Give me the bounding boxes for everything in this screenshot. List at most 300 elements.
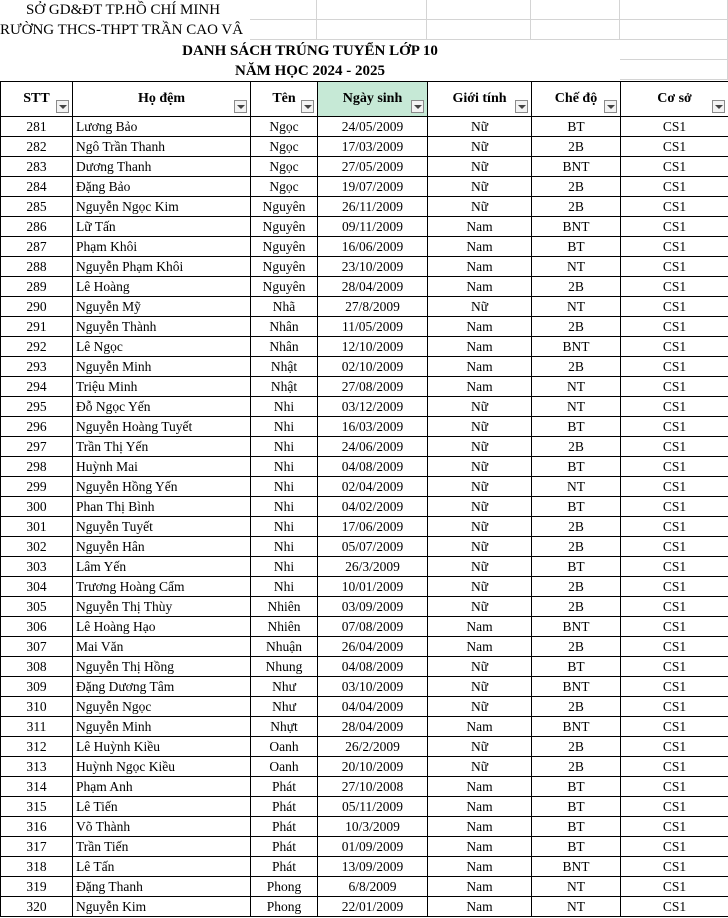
ho-dem-cell[interactable]: Đỗ Ngọc Yến <box>73 397 251 417</box>
ten-cell[interactable]: Ngọc <box>251 177 318 197</box>
ngay-sinh-cell[interactable]: 07/08/2009 <box>318 617 428 637</box>
stt-cell[interactable]: 314 <box>1 777 73 797</box>
ho-dem-cell[interactable]: Trương Hoàng Cẩm <box>73 577 251 597</box>
stt-cell[interactable]: 285 <box>1 197 73 217</box>
co-so-cell[interactable]: CS1 <box>621 437 728 457</box>
che-do-cell[interactable]: 2B <box>532 317 621 337</box>
stt-cell[interactable]: 281 <box>1 117 73 137</box>
stt-cell[interactable]: 290 <box>1 297 73 317</box>
stt-cell[interactable]: 297 <box>1 437 73 457</box>
gioi-tinh-cell[interactable]: Nam <box>428 357 532 377</box>
stt-cell[interactable]: 312 <box>1 737 73 757</box>
ngay-sinh-cell[interactable]: 27/8/2009 <box>318 297 428 317</box>
ten-cell[interactable]: Nhi <box>251 477 318 497</box>
ho-dem-cell[interactable]: Đặng Thanh <box>73 877 251 897</box>
gioi-tinh-cell[interactable]: Nữ <box>428 697 532 717</box>
che-do-cell[interactable]: 2B <box>532 737 621 757</box>
co-so-cell[interactable]: CS1 <box>621 837 728 857</box>
che-do-cell[interactable]: BNT <box>532 157 621 177</box>
che-do-cell[interactable]: 2B <box>532 357 621 377</box>
ten-cell[interactable]: Nhật <box>251 357 318 377</box>
che-do-cell[interactable]: NT <box>532 377 621 397</box>
co-so-cell[interactable]: CS1 <box>621 537 728 557</box>
che-do-cell[interactable]: NT <box>532 257 621 277</box>
ngay-sinh-cell[interactable]: 27/05/2009 <box>318 157 428 177</box>
gioi-tinh-cell[interactable]: Nữ <box>428 177 532 197</box>
gioi-tinh-cell[interactable]: Nam <box>428 237 532 257</box>
che-do-cell[interactable]: 2B <box>532 537 621 557</box>
gioi-tinh-cell[interactable]: Nữ <box>428 297 532 317</box>
stt-cell[interactable]: 315 <box>1 797 73 817</box>
ten-cell[interactable]: Nhi <box>251 577 318 597</box>
stt-cell[interactable]: 300 <box>1 497 73 517</box>
ho-dem-cell[interactable]: Đặng Bảo <box>73 177 251 197</box>
grid-cell[interactable] <box>531 0 620 20</box>
co-so-cell[interactable]: CS1 <box>621 337 728 357</box>
gioi-tinh-cell[interactable]: Nam <box>428 257 532 277</box>
ten-cell[interactable]: Nhiên <box>251 597 318 617</box>
gioi-tinh-cell[interactable]: Nữ <box>428 557 532 577</box>
che-do-cell[interactable]: BT <box>532 817 621 837</box>
gioi-tinh-cell[interactable]: Nữ <box>428 197 532 217</box>
filter-dropdown-icon[interactable] <box>301 100 314 113</box>
che-do-cell[interactable]: BT <box>532 417 621 437</box>
stt-cell[interactable]: 305 <box>1 597 73 617</box>
ho-dem-cell[interactable]: Lê Hoàng Hạo <box>73 617 251 637</box>
che-do-cell[interactable]: BNT <box>532 677 621 697</box>
stt-cell[interactable]: 283 <box>1 157 73 177</box>
che-do-cell[interactable]: 2B <box>532 437 621 457</box>
ten-cell[interactable]: Nguyên <box>251 257 318 277</box>
ten-cell[interactable]: Nhã <box>251 297 318 317</box>
co-so-cell[interactable]: CS1 <box>621 237 728 257</box>
ten-cell[interactable]: Nhi <box>251 557 318 577</box>
stt-cell[interactable]: 310 <box>1 697 73 717</box>
ho-dem-cell[interactable]: Nguyễn Thành <box>73 317 251 337</box>
filter-dropdown-icon[interactable] <box>411 100 424 113</box>
ho-dem-cell[interactable]: Huỳnh Mai <box>73 457 251 477</box>
stt-cell[interactable]: 320 <box>1 897 73 917</box>
ho-dem-cell[interactable]: Võ Thành <box>73 817 251 837</box>
gioi-tinh-cell[interactable]: Nữ <box>428 757 532 777</box>
co-so-cell[interactable]: CS1 <box>621 317 728 337</box>
ten-cell[interactable]: Nguyên <box>251 197 318 217</box>
che-do-cell[interactable]: NT <box>532 897 621 917</box>
gioi-tinh-cell[interactable]: Nam <box>428 377 532 397</box>
ngay-sinh-cell[interactable]: 05/11/2009 <box>318 797 428 817</box>
co-so-cell[interactable]: CS1 <box>621 417 728 437</box>
ho-dem-cell[interactable]: Trần Thị Yến <box>73 437 251 457</box>
ngay-sinh-cell[interactable]: 6/8/2009 <box>318 877 428 897</box>
stt-cell[interactable]: 299 <box>1 477 73 497</box>
co-so-cell[interactable]: CS1 <box>621 177 728 197</box>
che-do-cell[interactable]: NT <box>532 297 621 317</box>
ho-dem-cell[interactable]: Lâm Yến <box>73 557 251 577</box>
co-so-cell[interactable]: CS1 <box>621 357 728 377</box>
ten-cell[interactable]: Như <box>251 697 318 717</box>
ten-cell[interactable]: Ngọc <box>251 157 318 177</box>
ho-dem-cell[interactable]: Mai Văn <box>73 637 251 657</box>
ten-cell[interactable]: Nhi <box>251 497 318 517</box>
ngay-sinh-cell[interactable]: 12/10/2009 <box>318 337 428 357</box>
ngay-sinh-cell[interactable]: 10/3/2009 <box>318 817 428 837</box>
ngay-sinh-cell[interactable]: 05/07/2009 <box>318 537 428 557</box>
co-so-cell[interactable]: CS1 <box>621 117 728 137</box>
gioi-tinh-cell[interactable]: Nữ <box>428 397 532 417</box>
co-so-cell[interactable]: CS1 <box>621 497 728 517</box>
ten-cell[interactable]: Ngọc <box>251 137 318 157</box>
ngay-sinh-cell[interactable]: 26/2/2009 <box>318 737 428 757</box>
gioi-tinh-cell[interactable]: Nữ <box>428 437 532 457</box>
ngay-sinh-cell[interactable]: 09/11/2009 <box>318 217 428 237</box>
co-so-cell[interactable]: CS1 <box>621 217 728 237</box>
ho-dem-cell[interactable]: Lê Hoàng <box>73 277 251 297</box>
che-do-cell[interactable]: 2B <box>532 757 621 777</box>
gioi-tinh-cell[interactable]: Nữ <box>428 117 532 137</box>
stt-cell[interactable]: 313 <box>1 757 73 777</box>
filter-dropdown-icon[interactable] <box>56 100 69 113</box>
che-do-cell[interactable]: 2B <box>532 697 621 717</box>
co-so-cell[interactable]: CS1 <box>621 397 728 417</box>
co-so-cell[interactable]: CS1 <box>621 877 728 897</box>
ten-cell[interactable]: Nhi <box>251 537 318 557</box>
ngay-sinh-cell[interactable]: 04/08/2009 <box>318 457 428 477</box>
stt-cell[interactable]: 296 <box>1 417 73 437</box>
ten-cell[interactable]: Oanh <box>251 757 318 777</box>
co-so-cell[interactable]: CS1 <box>621 577 728 597</box>
ho-dem-cell[interactable]: Ngô Trần Thanh <box>73 137 251 157</box>
ten-cell[interactable]: Nhi <box>251 397 318 417</box>
co-so-cell[interactable]: CS1 <box>621 777 728 797</box>
stt-cell[interactable]: 301 <box>1 517 73 537</box>
ten-cell[interactable]: Phát <box>251 857 318 877</box>
ho-dem-cell[interactable]: Nguyễn Kim <box>73 897 251 917</box>
stt-cell[interactable]: 288 <box>1 257 73 277</box>
ho-dem-cell[interactable]: Nguyễn Hân <box>73 537 251 557</box>
ngay-sinh-cell[interactable]: 03/10/2009 <box>318 677 428 697</box>
ngay-sinh-cell[interactable]: 26/11/2009 <box>318 197 428 217</box>
che-do-cell[interactable]: 2B <box>532 277 621 297</box>
grid-cell[interactable] <box>620 40 728 60</box>
co-so-cell[interactable]: CS1 <box>621 817 728 837</box>
stt-cell[interactable]: 302 <box>1 537 73 557</box>
che-do-cell[interactable]: BT <box>532 657 621 677</box>
ho-dem-cell[interactable]: Lê Huỳnh Kiều <box>73 737 251 757</box>
ten-cell[interactable]: Nguyên <box>251 237 318 257</box>
ho-dem-cell[interactable]: Đặng Dương Tâm <box>73 677 251 697</box>
ten-cell[interactable]: Oanh <box>251 737 318 757</box>
ngay-sinh-cell[interactable]: 26/04/2009 <box>318 637 428 657</box>
grid-cell[interactable] <box>620 60 728 80</box>
ho-dem-cell[interactable]: Lê Tấn <box>73 857 251 877</box>
ngay-sinh-cell[interactable]: 03/09/2009 <box>318 597 428 617</box>
gioi-tinh-cell[interactable]: Nữ <box>428 477 532 497</box>
gioi-tinh-cell[interactable]: Nam <box>428 817 532 837</box>
gioi-tinh-cell[interactable]: Nữ <box>428 597 532 617</box>
gioi-tinh-cell[interactable]: Nam <box>428 777 532 797</box>
co-so-cell[interactable]: CS1 <box>621 857 728 877</box>
grid-cell[interactable] <box>620 0 728 20</box>
ho-dem-cell[interactable]: Phạm Khôi <box>73 237 251 257</box>
co-so-cell[interactable]: CS1 <box>621 657 728 677</box>
ten-cell[interactable]: Nhi <box>251 517 318 537</box>
ho-dem-cell[interactable]: Nguyễn Hồng Yến <box>73 477 251 497</box>
ten-cell[interactable]: Nhân <box>251 337 318 357</box>
ho-dem-cell[interactable]: Lương Bảo <box>73 117 251 137</box>
stt-cell[interactable]: 286 <box>1 217 73 237</box>
grid-cell[interactable] <box>427 0 531 20</box>
ho-dem-cell[interactable]: Nguyễn Thị Thùy <box>73 597 251 617</box>
che-do-cell[interactable]: BT <box>532 777 621 797</box>
che-do-cell[interactable]: 2B <box>532 517 621 537</box>
ho-dem-cell[interactable]: Triệu Minh <box>73 377 251 397</box>
co-so-cell[interactable]: CS1 <box>621 757 728 777</box>
ho-dem-cell[interactable]: Huỳnh Ngọc Kiều <box>73 757 251 777</box>
co-so-cell[interactable]: CS1 <box>621 797 728 817</box>
ngay-sinh-cell[interactable]: 02/04/2009 <box>318 477 428 497</box>
ho-dem-cell[interactable]: Nguyễn Mỹ <box>73 297 251 317</box>
che-do-cell[interactable]: BNT <box>532 857 621 877</box>
ten-cell[interactable]: Nhuận <box>251 637 318 657</box>
grid-cell[interactable] <box>250 0 317 20</box>
gioi-tinh-cell[interactable]: Nam <box>428 877 532 897</box>
grid-cell[interactable] <box>317 20 427 40</box>
che-do-cell[interactable]: BT <box>532 237 621 257</box>
co-so-cell[interactable]: CS1 <box>621 137 728 157</box>
stt-cell[interactable]: 294 <box>1 377 73 397</box>
table-row <box>1 437 728 457</box>
gioi-tinh-cell[interactable]: Nữ <box>428 577 532 597</box>
ngay-sinh-cell[interactable]: 17/06/2009 <box>318 517 428 537</box>
stt-cell[interactable]: 295 <box>1 397 73 417</box>
ngay-sinh-cell[interactable]: 10/01/2009 <box>318 577 428 597</box>
che-do-cell[interactable]: NT <box>532 397 621 417</box>
ten-cell[interactable]: Nhân <box>251 317 318 337</box>
ngay-sinh-cell[interactable]: 02/10/2009 <box>318 357 428 377</box>
grid-cell[interactable] <box>427 20 531 40</box>
gioi-tinh-cell[interactable]: Nam <box>428 837 532 857</box>
che-do-cell[interactable]: BT <box>532 837 621 857</box>
che-do-cell[interactable]: BT <box>532 557 621 577</box>
ngay-sinh-cell[interactable]: 19/07/2009 <box>318 177 428 197</box>
gioi-tinh-cell[interactable]: Nữ <box>428 517 532 537</box>
ten-cell[interactable]: Nhi <box>251 417 318 437</box>
ngay-sinh-cell[interactable]: 01/09/2009 <box>318 837 428 857</box>
filter-dropdown-icon[interactable] <box>604 100 617 113</box>
stt-cell[interactable]: 282 <box>1 137 73 157</box>
ten-cell[interactable]: Ngọc <box>251 117 318 137</box>
ngay-sinh-cell[interactable]: 17/03/2009 <box>318 137 428 157</box>
gioi-tinh-cell[interactable]: Nữ <box>428 157 532 177</box>
gioi-tinh-cell[interactable]: Nữ <box>428 677 532 697</box>
gioi-tinh-cell[interactable]: Nam <box>428 857 532 877</box>
stt-cell[interactable]: 292 <box>1 337 73 357</box>
ho-dem-cell[interactable]: Phạm Anh <box>73 777 251 797</box>
stt-cell[interactable]: 287 <box>1 237 73 257</box>
che-do-cell[interactable]: 2B <box>532 177 621 197</box>
ten-cell[interactable]: Phát <box>251 777 318 797</box>
co-so-cell[interactable]: CS1 <box>621 377 728 397</box>
ngay-sinh-cell[interactable]: 16/06/2009 <box>318 237 428 257</box>
co-so-cell[interactable]: CS1 <box>621 197 728 217</box>
gioi-tinh-cell[interactable]: Nam <box>428 897 532 917</box>
co-so-cell[interactable]: CS1 <box>621 697 728 717</box>
co-so-cell[interactable]: CS1 <box>621 297 728 317</box>
che-do-cell[interactable]: BNT <box>532 717 621 737</box>
co-so-cell[interactable]: CS1 <box>621 477 728 497</box>
ngay-sinh-cell[interactable]: 16/03/2009 <box>318 417 428 437</box>
grid-cell[interactable] <box>531 20 620 40</box>
gioi-tinh-cell[interactable]: Nữ <box>428 457 532 477</box>
co-so-cell[interactable]: CS1 <box>621 457 728 477</box>
ten-cell[interactable]: Phong <box>251 897 318 917</box>
stt-cell[interactable]: 311 <box>1 717 73 737</box>
stt-cell[interactable]: 318 <box>1 857 73 877</box>
gioi-tinh-cell[interactable]: Nam <box>428 337 532 357</box>
ngay-sinh-cell[interactable]: 03/12/2009 <box>318 397 428 417</box>
ngay-sinh-cell[interactable]: 20/10/2009 <box>318 757 428 777</box>
ngay-sinh-cell[interactable]: 11/05/2009 <box>318 317 428 337</box>
ten-cell[interactable]: Nhật <box>251 377 318 397</box>
ho-dem-cell[interactable]: Nguyễn Phạm Khôi <box>73 257 251 277</box>
ten-cell[interactable]: Phát <box>251 837 318 857</box>
ngay-sinh-cell[interactable]: 27/08/2009 <box>318 377 428 397</box>
gioi-tinh-cell[interactable]: Nữ <box>428 657 532 677</box>
co-so-cell[interactable]: CS1 <box>621 637 728 657</box>
ho-dem-cell[interactable]: Nguyễn Tuyết <box>73 517 251 537</box>
ten-cell[interactable]: Nhiên <box>251 617 318 637</box>
grid-cell[interactable] <box>620 20 728 40</box>
co-so-cell[interactable]: CS1 <box>621 277 728 297</box>
ten-cell[interactable]: Nhựt <box>251 717 318 737</box>
filter-dropdown-icon[interactable] <box>515 100 528 113</box>
ngay-sinh-cell[interactable]: 04/08/2009 <box>318 657 428 677</box>
gioi-tinh-cell[interactable]: Nữ <box>428 737 532 757</box>
ho-dem-cell[interactable]: Lê Ngọc <box>73 337 251 357</box>
gioi-tinh-cell[interactable]: Nữ <box>428 417 532 437</box>
ho-dem-cell[interactable]: Dương Thanh <box>73 157 251 177</box>
co-so-cell[interactable]: CS1 <box>621 737 728 757</box>
stt-cell[interactable]: 293 <box>1 357 73 377</box>
stt-cell[interactable]: 298 <box>1 457 73 477</box>
stt-cell[interactable]: 308 <box>1 657 73 677</box>
che-do-cell[interactable]: NT <box>532 877 621 897</box>
ten-cell[interactable]: Phát <box>251 817 318 837</box>
che-do-cell[interactable]: BT <box>532 457 621 477</box>
gioi-tinh-cell[interactable]: Nữ <box>428 537 532 557</box>
ten-cell[interactable]: Phong <box>251 877 318 897</box>
gioi-tinh-cell[interactable]: Nữ <box>428 497 532 517</box>
co-so-cell[interactable]: CS1 <box>621 517 728 537</box>
filter-dropdown-icon[interactable] <box>234 100 247 113</box>
ngay-sinh-cell[interactable]: 24/05/2009 <box>318 117 428 137</box>
che-do-cell[interactable]: BNT <box>532 337 621 357</box>
ten-cell[interactable]: Nhung <box>251 657 318 677</box>
stt-cell[interactable]: 319 <box>1 877 73 897</box>
ten-cell[interactable]: Phát <box>251 797 318 817</box>
ngay-sinh-cell[interactable]: 28/04/2009 <box>318 717 428 737</box>
ho-dem-cell[interactable]: Nguyễn Thị Hồng <box>73 657 251 677</box>
stt-cell[interactable]: 306 <box>1 617 73 637</box>
co-so-cell[interactable]: CS1 <box>621 897 728 917</box>
gioi-tinh-cell[interactable]: Nam <box>428 717 532 737</box>
co-so-cell[interactable]: CS1 <box>621 677 728 697</box>
co-so-cell[interactable]: CS1 <box>621 557 728 577</box>
stt-cell[interactable]: 291 <box>1 317 73 337</box>
stt-cell[interactable]: 317 <box>1 837 73 857</box>
che-do-cell[interactable]: 2B <box>532 577 621 597</box>
ho-dem-cell[interactable]: Phan Thị Bình <box>73 497 251 517</box>
ten-cell[interactable]: Nhi <box>251 437 318 457</box>
che-do-cell[interactable]: BT <box>532 797 621 817</box>
ho-dem-cell[interactable]: Nguyễn Minh <box>73 357 251 377</box>
ngay-sinh-cell[interactable]: 23/10/2009 <box>318 257 428 277</box>
grid-cell[interactable] <box>317 0 427 20</box>
che-do-cell[interactable]: 2B <box>532 597 621 617</box>
ngay-sinh-cell[interactable]: 26/3/2009 <box>318 557 428 577</box>
che-do-cell[interactable]: 2B <box>532 637 621 657</box>
gioi-tinh-cell[interactable]: Nam <box>428 317 532 337</box>
che-do-cell[interactable]: NT <box>532 477 621 497</box>
stt-cell[interactable]: 307 <box>1 637 73 657</box>
filter-dropdown-icon[interactable] <box>712 100 725 113</box>
stt-cell[interactable]: 309 <box>1 677 73 697</box>
stt-cell[interactable]: 284 <box>1 177 73 197</box>
gioi-tinh-cell[interactable]: Nam <box>428 277 532 297</box>
stt-cell[interactable]: 303 <box>1 557 73 577</box>
ho-dem-cell[interactable]: Lê Tiến <box>73 797 251 817</box>
che-do-cell[interactable]: 2B <box>532 137 621 157</box>
co-so-cell[interactable]: CS1 <box>621 617 728 637</box>
co-so-cell[interactable]: CS1 <box>621 157 728 177</box>
ho-dem-cell[interactable]: Trần Tiến <box>73 837 251 857</box>
ten-cell[interactable]: Nguyên <box>251 217 318 237</box>
ngay-sinh-cell[interactable]: 27/10/2008 <box>318 777 428 797</box>
gioi-tinh-cell[interactable]: Nam <box>428 617 532 637</box>
ngay-sinh-cell[interactable]: 22/01/2009 <box>318 897 428 917</box>
ten-cell[interactable]: Nhi <box>251 457 318 477</box>
co-so-cell[interactable]: CS1 <box>621 257 728 277</box>
ho-dem-cell[interactable]: Nguyễn Ngọc Kim <box>73 197 251 217</box>
co-so-cell[interactable]: CS1 <box>621 597 728 617</box>
ho-dem-cell[interactable]: Nguyễn Minh <box>73 717 251 737</box>
ho-dem-cell[interactable]: Nguyễn Ngọc <box>73 697 251 717</box>
gioi-tinh-cell[interactable]: Nam <box>428 637 532 657</box>
stt-cell[interactable]: 289 <box>1 277 73 297</box>
ngay-sinh-cell[interactable]: 28/04/2009 <box>318 277 428 297</box>
che-do-cell[interactable]: BNT <box>532 217 621 237</box>
ngay-sinh-cell[interactable]: 13/09/2009 <box>318 857 428 877</box>
ngay-sinh-cell[interactable]: 24/06/2009 <box>318 437 428 457</box>
gioi-tinh-cell[interactable]: Nam <box>428 217 532 237</box>
ten-cell[interactable]: Như <box>251 677 318 697</box>
che-do-cell[interactable]: 2B <box>532 197 621 217</box>
ho-dem-cell[interactable]: Nguyễn Hoàng Tuyết <box>73 417 251 437</box>
gioi-tinh-cell[interactable]: Nam <box>428 797 532 817</box>
grid-cell[interactable] <box>250 20 317 40</box>
ngay-sinh-cell[interactable]: 04/02/2009 <box>318 497 428 517</box>
stt-cell[interactable]: 304 <box>1 577 73 597</box>
che-do-cell[interactable]: BT <box>532 117 621 137</box>
ho-dem-cell[interactable]: Lữ Tấn <box>73 217 251 237</box>
che-do-cell[interactable]: BNT <box>532 617 621 637</box>
gioi-tinh-cell[interactable]: Nữ <box>428 137 532 157</box>
ten-cell[interactable]: Nguyên <box>251 277 318 297</box>
ngay-sinh-cell[interactable]: 04/04/2009 <box>318 697 428 717</box>
che-do-cell[interactable]: BT <box>532 497 621 517</box>
stt-cell[interactable]: 316 <box>1 817 73 837</box>
co-so-cell[interactable]: CS1 <box>621 717 728 737</box>
